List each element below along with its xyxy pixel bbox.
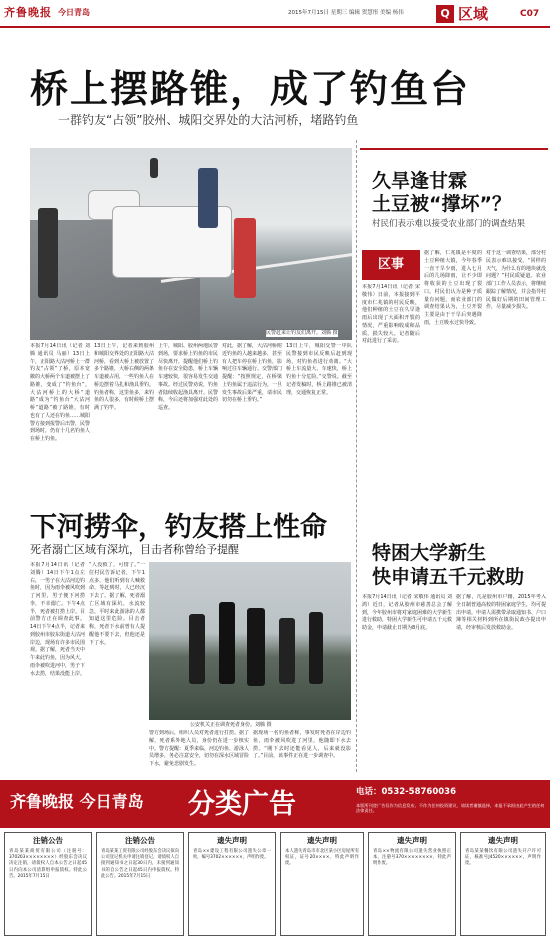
classified-title: 分类广告 (188, 789, 296, 820)
story2-subhead: 死者溺亡区域有深坑，目击者称曾给予提醒 (30, 543, 239, 556)
ad-title: 注销公告 (33, 836, 63, 845)
story4-col2: 据了解，凡是胶州市户籍，2015年考入全日制普通高校的特困家庭学生，均可提出申请。申请人需携带录取通知书、户口簿等相关材料到所在镇街民政办提出申请，经审核后发放救助金。 (456, 594, 546, 631)
ad-body: 青岛某某工贸有限公司经股东会决议拟向公司登记机关申请注销登记，请债权人自接到通知书之日起30日内，未接到通知书的自公告之日起45日内申报债权。特此公告。2015年7月15日 (101, 848, 179, 879)
classified-note: 本版所刊登广告仅作为信息发布，不作为任何投资建议，请读者谨慎选择，本报不承担由此产生的任何法律责任。 (356, 803, 545, 814)
story1-col2: 13日上午，记者来到胶州和城阳交界处的正阳路大沽河桥，看到大桥上被放置了多个路锥，大桥右侧的两条车道被占用，一些钓鱼人在桥边摆着马扎和渔具垂钓。钓鱼者称，这里鱼多，来钓鱼的人很多，有时候桥上摆满了钓竿。 (94, 343, 154, 411)
story2-photo (149, 562, 351, 720)
ad-cell (96, 832, 184, 936)
page-number: C07 (520, 9, 540, 19)
ad-body: 青岛某某餐饮有限公司遗失开户许可证，核准号J4520××××××，声明作废。 (465, 848, 541, 867)
story3-label-text: 区事 (377, 257, 404, 272)
ad-cell (4, 832, 92, 936)
story4-headline-1: 特困大学新生 (372, 542, 487, 564)
story1-col1: 本报7月14日讯（记者 刘腾 通讯员 马丽）13日上午，正阳路大沽河桥上一群钓友“占领”了桥，原本宽敞的大桥两个车道被摆上了路锥，变成了“钓鱼台”。大沽河桥上的大桥“道路”成为“钓鱼台”大沽河桥“道路”被了路锥，有时也有了人还在钓鱼……城阳警方接到报警后出警，民警到场时，仍有十几名钓鱼人在桥上钓鱼。 (30, 343, 90, 442)
edition-name: 今日青岛 (58, 8, 90, 17)
date-line: 2015年7月15日 星期三 编辑 贺慧彤 美编 杨伟 (288, 10, 404, 16)
story1-caption: 民警赶来让钓友们离开。刘腾 摄 (266, 330, 338, 336)
ad-title: 遗失声明 (217, 836, 247, 845)
ad-title: 遗失声明 (307, 836, 337, 845)
ad-body: 本人遗失青岛市市北区某小区房屋所有权证，证号20××××，特此声明作废。 (285, 848, 359, 867)
story2-col3: 警方到场后，组织人员对死者进行打捞。据了解，死者系外地人员，身份仍在进一步核实中。警方提醒：夏季来临，河边钓鱼、游泳人员增多，务必注意安全，切勿在深水区域冒险下水，避免悲剧发生。 (149, 730, 249, 767)
ad-cell (368, 832, 456, 936)
ad-title: 注销公告 (125, 836, 155, 845)
ad-title: 遗失声明 (397, 836, 427, 845)
ad-cell (280, 832, 364, 936)
classified-logo: 齐鲁晚报 今日青岛 (10, 792, 144, 811)
ad-body: 青岛××物流有限公司遗失营业执照正本，注册号370××××××××，特此声明作废。 (373, 848, 451, 867)
story2-headline: 下河捞伞，钓友搭上性命 (30, 512, 327, 543)
story1-col3: 上午，城阳、胶州两地民警到场，要求桥上钓鱼的市民尽快离开，提醒他们桥上钓鱼存在安全隐患，桥上车辆车速较快，很容易发生交通事故。经过民警劝说，钓鱼者陆续收起渔具离开。民警称，今后还将加强对此处的巡查。 (158, 343, 218, 411)
story2-caption: 公安机关正在调查死者身份。刘腾 摄 (190, 722, 272, 728)
story2-col1: 本报7月14日讯（记者 刘腾）14日下午1点左右，一男子在大沽河边钓鱼时，因为雨伞被风吹到了河里，男子便下河捞伞，不幸溺亡。下午4点半，死者被打捞上岸。目前警方正在调查此事。14日下午4点半，记者来到胶州市胶东街道大沽河岸边，现场有许多市民围观。据了解，死者当天中午来此钓鱼，因为风大，雨伞被吹进河中，男子下水去捞，结果没能上岸。 (30, 562, 85, 677)
classified-phone: 电话：0532-58760036 (356, 787, 456, 797)
story3-col2: 据了解，仁兆镇是平度的土豆种植大镇，今年春季一直干旱少雨，进入七月后的几场降雨，让不少即将收获的土豆出现了裂口。村民们认为是种子质量有问题，而农业部门的调查结果认为，土豆开裂主要是由于干旱后突遇降雨，土豆吸水过快导致。 (424, 250, 482, 326)
story3-subhead: 村民们表示难以接受农业部门的调查结果 (372, 219, 526, 229)
story1-photo (30, 148, 352, 340)
section-header (436, 3, 544, 25)
section-mark: Q (436, 5, 454, 23)
story1-col4: 对此，据了解，大沽河桥附近钓鱼的人越来越多，甚至有人把车停在桥上钓鱼，影响过往车辆通行。交警部门提醒：“按照规定，在桥梁上钓鱼属于违法行为，一旦发生事故后果严重，请市民切勿在桥上垂钓。” (222, 343, 282, 404)
story3-headline-1: 久旱逢甘霖 (372, 170, 468, 192)
ad-body: 青岛××建设工程有限公司遗失公章一枚，编号3702××××××，声明作废。 (193, 848, 271, 861)
paper-name: 齐鲁晚报 (4, 6, 52, 19)
story3-label (362, 250, 420, 280)
story2-col4: 据现场一名钓鱼者称，事发时死者在岸边钓鱼，雨伞被风吹进了河里，他随即下水去捞。“刚下去时还能看见人，后来就没影了。”目前，该事件正在进一步调查中。 (253, 730, 351, 760)
story3-col1: 本报7月14日讯（记者 宋敬伟）日前，本报接到平度市仁兆镇的村民反映，他们种植的土豆在久旱逢雨后出现了大面积开裂的情况，严重影响收成和品质，损失较大。记者随后对此进行了采访。 (362, 284, 420, 345)
ad-cell (188, 832, 276, 936)
story1-headline: 桥上摆路锥，成了钓鱼台 (30, 67, 471, 111)
story4-col1: 本报7月14日讯（记者 宋敬伟 通讯员 刘鸿）近日，记者从胶州市慈善总会了解到，今年胶州市将对家庭困难的大学新生进行救助，特困大学新生可申请五千元救助金，申请截止日期为8月底。 (362, 594, 452, 631)
story1-subhead: 一群钓友“占领”胶州、城阳交界处的大沽河桥，堵路钓鱼 (58, 113, 359, 127)
story3-headline-2: 土豆被“撑坏”？ (372, 193, 511, 215)
ad-cell (460, 832, 546, 936)
story2-col2: “人没救了，可惜了。”一位村民告诉记者，下午1点多，他们听到有人喊救命，等赶到时，人已经沉下去了。据了解，死者溺亡区域有深坑，水流较急，平时来此游泳的人都知道这里危险。目击者称，死者下水前曾有人提醒他不要下去，但他还是下了水。 (89, 562, 145, 646)
story3-col3: 对于这一调查结果，部分村民表示难以接受。“同样的天气，为什么有的地块就没问题？”村民质疑道。农业部门工作人员表示，将继续跟踪了解情况，并会指导村民做好后期的田间管理工作，尽量减少损失。 (486, 250, 546, 311)
section-title: 区域 (458, 5, 489, 23)
ad-body: 青岛某某商贸有限公司（注册号：370203××××××××）经股东会决议决定注销，请债权人自本公告之日起45日内向本公司清算组申报债权。特此公告。2015年7月15日 (9, 848, 87, 879)
story1-col5: 13日上午，城阳交警一中队民警接到市民反映后赶到现场，对钓鱼者进行劝离。“大桥上车流量大，车速快，桥上钓鱼十分危险。”交警说。截至记者发稿时，桥上路锥已被清理，交通恢复正常。 (286, 343, 352, 396)
story4-headline-2: 快申请五千元救助 (372, 566, 525, 588)
ad-title: 遗失声明 (488, 836, 518, 845)
